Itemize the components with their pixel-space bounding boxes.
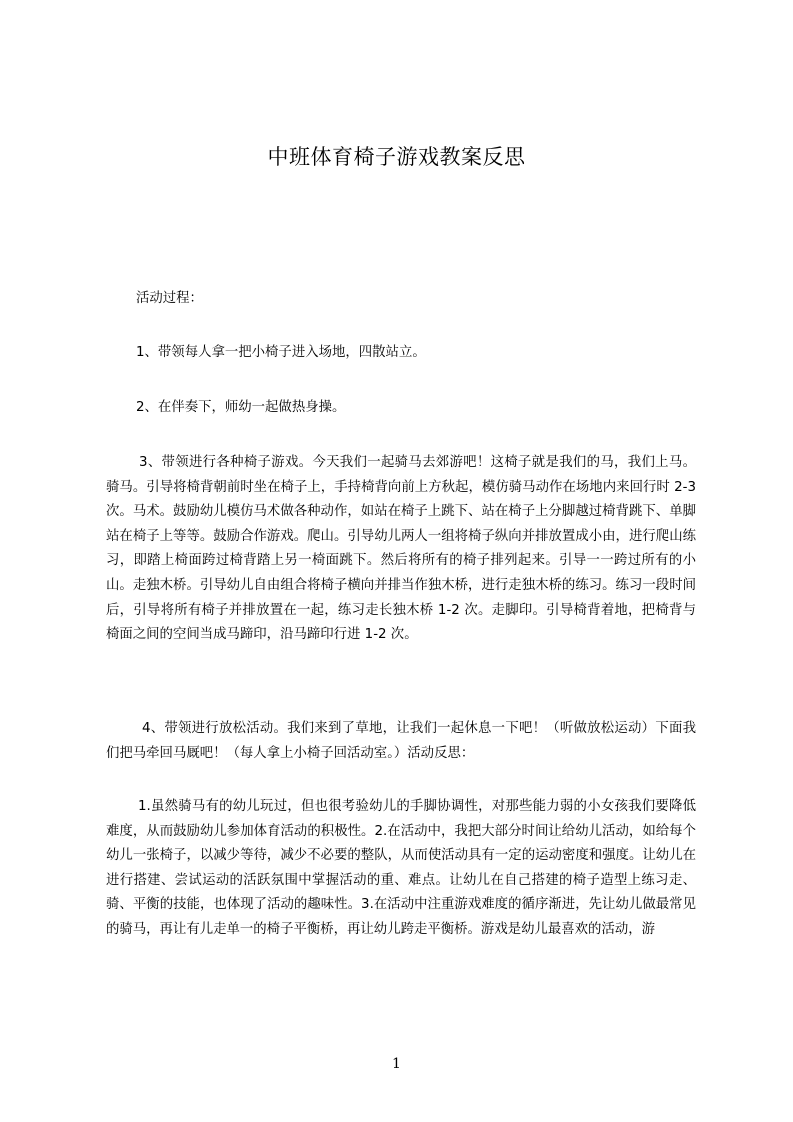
page-number: 1	[392, 1056, 401, 1072]
paragraph-reflection: 1.虽然骑马有的幼儿玩过，但也很考验幼儿的手脚协调性，对那些能力弱的小女孩我们要降低难度，从而鼓励幼儿参加体育活动的积极性。2.在活动中，我把大部分时间让给幼儿活动，如给每个幼儿一张椅子，以减少等待，减少不必要的整队，从而使活动具有一定的运动密度和强度。让幼儿在进行搭建、尝试运动的活跃氛围中掌握活动的重、难点。让幼儿在自己搭建的椅子造型上练习走、骑、平衡的技能，也体现了活动的趣味性。3.在活动中注重游戏难度的循序渐进，先让幼儿做最常见的骑马，再让有儿走单一的椅子平衡桥，再让幼儿跨走平衡桥。游戏是幼儿最喜欢的活动，游	[106, 799, 696, 937]
paragraph-step-3: 3、带领进行各种椅子游戏。今天我们一起骑马去郊游吧！这椅子就是我们的马，我们上马。骑马。引导将椅背朝前时坐在椅子上，手持椅背向前上方秋起，模仿骑马动作在场地内来回行时 2-3 次。马术。鼓励幼儿模仿马术做各种动作，如站在椅子上跳下、站在椅子上分脚越过椅背跳下、单脚站在椅子上等等。鼓励合作游戏。爬山。引导幼儿两人一组将椅子纵向并排放置成小由，进行爬山练习，即踏上椅面跨过椅背踏上另一椅面跳下。然后将所有的椅子排列起来。引导一一跨过所有的小山。走独木桥。引导幼儿自由组合将椅子横向并排当作独木桥，进行走独木桥的练习。练习一段时间后，引导将所有椅子并排放置在一起，练习走长独木桥 1-2 次。走脚印。引导椅背着地，把椅背与椅面之间的空间当成马蹄印，沿马蹄印行进 1-2 次。	[106, 455, 696, 643]
document-title: 中班体育椅子游戏教案反思	[267, 145, 526, 169]
paragraph-step-2: 2、在伴奏下，师幼一起做热身操。	[136, 400, 346, 415]
paragraph-step-1: 1、带领每人拿一把小椅子进入场地，四散站立。	[136, 345, 426, 360]
paragraph-step-4: 4、带领进行放松活动。我们来到了草地，让我们一起休息一下吧！（听做放松运动）下面我们把马牵回马厩吧！（每人拿上小椅子回活动室。）活动反思：	[106, 721, 696, 761]
paragraph-activity-process-heading: 活动过程：	[136, 291, 203, 306]
